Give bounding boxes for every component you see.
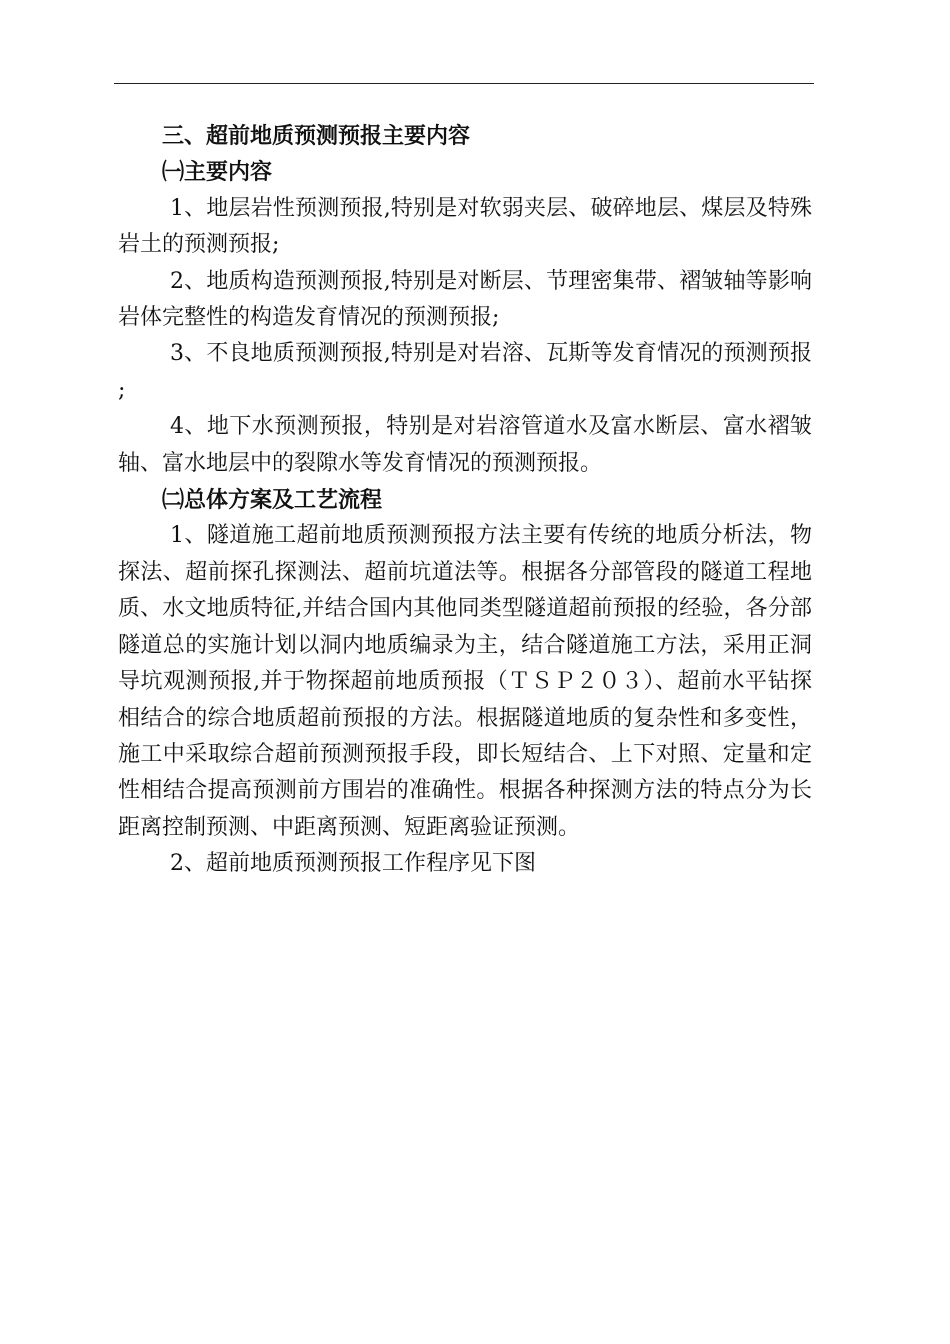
subsection-heading-overall-plan: ㈡总体方案及工艺流程 (162, 487, 383, 514)
paragraph-geologic-structure: 2、地质构造预测预报,特别是对断层、节理密集带、褶皱轴等影响岩体完整性的构造发育情况的预测预报; (118, 268, 812, 331)
paragraph-work-procedure: 2、超前地质预测预报工作程序见下图 (170, 851, 536, 877)
document-body (118, 118, 812, 883)
paragraph-stratum-lithology: 1、地层岩性预测预报,特别是对软弱夹层、破碎地层、煤层及特殊岩土的预测预报; (118, 195, 812, 258)
paragraph-adverse-geology: 3、不良地质预测预报,特别是对岩溶、瓦斯等发育情况的预测预报; (118, 341, 812, 403)
header-rule (114, 83, 814, 84)
paragraph-prediction-methods: 1、隧道施工超前地质预测预报方法主要有传统的地质分析法，物探法、超前探孔探测法、超前坑道法等。根据各分部管段的隧道工程地质、水文地质特征,并结合国内其他同类型隧道超前预报的经验，各分部隧道总的实施计划以洞内地质编录为主，结合隧道施工方法，采用正洞导坑观测预报,并于物探超前地质预报（ＴＳＰ２０３）、超前水平钻探相结合的综合地质超前预报的方法。根据隧道地质的复杂性和多变性，施工中采取综合超前预测预报手段，即长短结合、上下对照、定量和定性相结合提高预测前方围岩的准确性。根据各种探测方法的特点分为长距离控制预测、中距离预测、短距离验证预测。 (118, 523, 812, 840)
section-title: 三、超前地质预测预报主要内容 (162, 123, 471, 149)
paragraph-groundwater: 4、地下水预测预报，特别是对岩溶管道水及富水断层、富水褶皱轴、富水地层中的裂隙水等发育情况的预测预报。 (118, 414, 812, 476)
subsection-heading-main-content: ㈠主要内容 (162, 159, 273, 186)
